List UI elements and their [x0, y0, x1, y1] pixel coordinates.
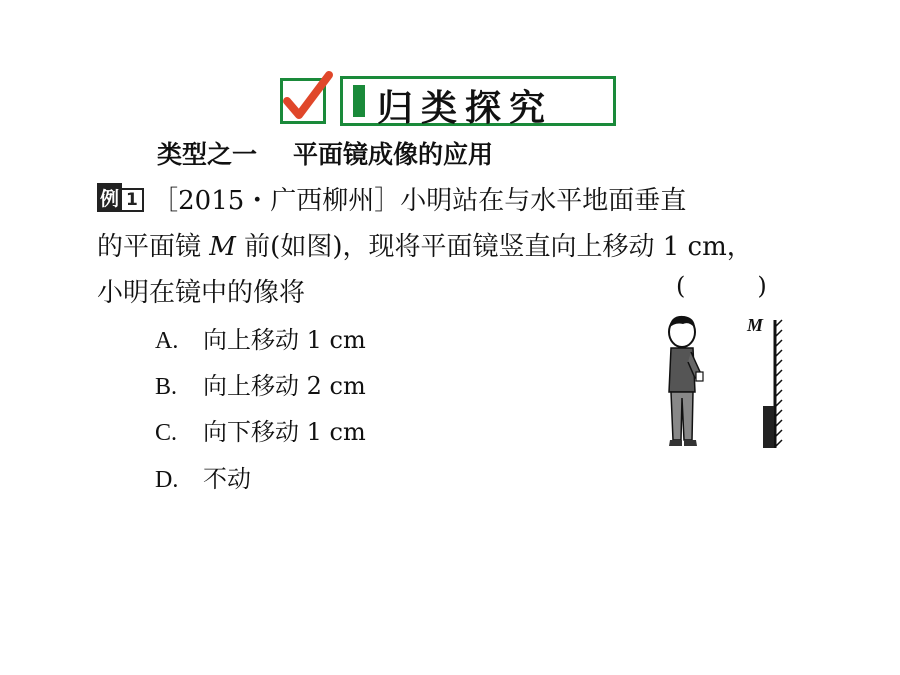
option-a [155, 320, 366, 355]
option-key: A. [155, 328, 179, 354]
question-text-3: 小明在镜中的像将 [97, 278, 306, 308]
checkmark-icon [280, 78, 326, 124]
banner-title-box [340, 76, 616, 129]
question-text-2b: 前(如图)，现将平面镜竖直向上移动 1 cm， [244, 232, 753, 262]
option-text: 向上移动 1 cm [203, 326, 366, 354]
option-key: B. [155, 374, 178, 400]
banner-bar [353, 85, 365, 117]
question-line-2 [97, 226, 753, 263]
option-b [155, 366, 366, 401]
option-d [155, 459, 251, 494]
answer-blank [676, 272, 767, 300]
banner-title: 归类探究 [377, 87, 554, 129]
option-c [155, 412, 366, 447]
example-tag: 例 [97, 183, 122, 212]
question-text-1: ［2015・广西柳州］小明站在与水平地面垂直 [152, 186, 687, 216]
mirror-label: M [747, 315, 764, 335]
mirror-figure [655, 312, 795, 457]
question-line-1 [97, 180, 686, 217]
paren-open: ( [676, 272, 686, 300]
example-number: 1 [120, 188, 144, 212]
option-text: 不动 [203, 465, 251, 493]
question-text-2a: 的平面镜 [97, 232, 202, 262]
question-line-3 [97, 272, 305, 309]
section-label: 类型之一 [157, 140, 258, 169]
section-title: 平面镜成像的应用 [293, 140, 494, 169]
mirror-variable: M [209, 232, 236, 262]
option-key: C. [155, 420, 178, 446]
section-banner [280, 76, 620, 128]
person-figure-illustration [655, 312, 795, 457]
paren-close: ) [757, 272, 767, 300]
option-key: D. [155, 467, 179, 493]
section-heading [157, 135, 493, 171]
option-text: 向下移动 1 cm [203, 418, 366, 446]
option-text: 向上移动 2 cm [203, 372, 366, 400]
